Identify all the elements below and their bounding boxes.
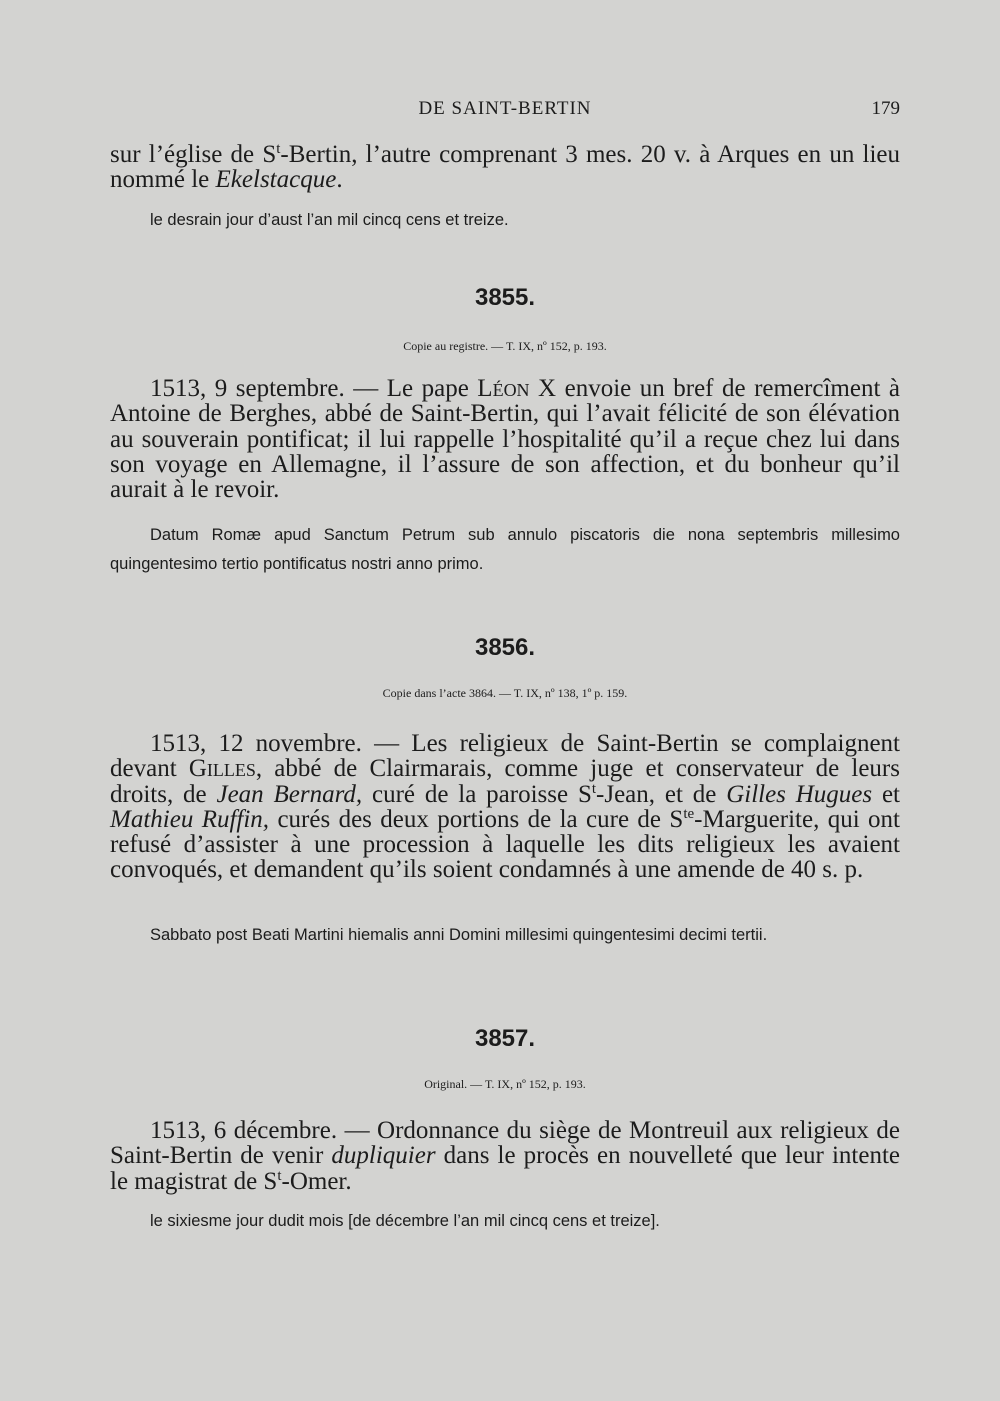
person-name: Gilles Hugues (726, 780, 873, 808)
entry-summary-3857 (110, 1118, 900, 1194)
person-name: Jean Bernard, (216, 780, 363, 808)
entry-summary-3856 (110, 731, 900, 883)
summary-text: 1513, 9 septembre. — Le pape (150, 375, 478, 402)
intro-place-name: Ekelstacque (215, 166, 337, 194)
summary-text: X envoie un bref de remercîment à Antoine de Berghes, abbé de Saint-Bertin, qui l’avait félicité de son élévation au souverain pontificat; il lui rappelle l’hospitalité qu’il a reçue chez lui dans son voyage en Allemagne, il l’assure de son affection, et du bonheur qu’il aurait à le revoir. (110, 375, 901, 504)
abbrev-sup: te (683, 805, 695, 822)
summary-text: dans le procès en nouvelleté que leur intente le magistrat de S (110, 1142, 900, 1195)
summary-text: 1513, 6 décembre. — Ordonnance du siège de Montreuil aux religieux de Saint-Bertin de venir (110, 1117, 900, 1170)
summary-text: 1513, 12 novembre. — Les religieux de Saint-Bertin se complaignent devant (110, 730, 900, 783)
entry-number-3857: 3857. (474, 1025, 536, 1052)
summary-text: -Omer. (281, 1167, 352, 1195)
intro-text-a: sur l’église de S (110, 141, 277, 168)
summary-text: -Jean, et de (596, 780, 727, 808)
summary-text: et (872, 780, 901, 808)
intro-text-c: . (336, 166, 343, 194)
page-number: 179 (871, 98, 900, 119)
person-name: Mathieu Ruffin, (110, 805, 270, 833)
intro-paragraph (110, 142, 900, 193)
entry-latin-3855: Datum Romæ apud Sanctum Petrum sub annulo piscatoris die nona septembris millesimo quingentesimo tertio pontificatus nostri anno primo. (110, 526, 900, 573)
entry-number-3856: 3856. (474, 634, 536, 661)
summary-text: curé de la paroisse S (362, 780, 592, 808)
entry-summary-3855 (110, 376, 900, 502)
person-name: Léon (477, 375, 530, 402)
summary-text: , abbé de Clairmarais, comme juge et conservateur de leurs droits, de (110, 755, 900, 808)
summary-text: curés des deux portions de la cure de S (269, 805, 684, 833)
entry-number-3855: 3855. (474, 284, 536, 311)
entry-source-3855: Copie au registre. — T. IX, nº 152, p. 193. (403, 339, 607, 353)
intro-sup: t (276, 141, 281, 157)
running-title: DE SAINT-BERTIN (418, 98, 592, 119)
entry-source-3857: Original. — T. IX, nº 152, p. 193. (424, 1077, 586, 1091)
entry-latin-3857: le sixiesme jour dudit mois [de décembre l’an mil cincq cens et treize]. (150, 1212, 660, 1230)
abbrev-sup: t (591, 780, 597, 797)
person-name: Gilles (188, 755, 256, 783)
summary-text: -Marguerite, qui ont refusé d’assister à une procession à laquelle les dits religieux les avaient convoqués, et demandent qu’ils soient condamnés à une amende de 40 s. p. (110, 805, 900, 884)
legal-term: dupliquier (331, 1142, 436, 1170)
abbrev-sup: t (277, 1167, 282, 1184)
entry-latin-3856: Sabbato post Beati Martini hiemalis anni Domini millesimi quingentesimi decimi tertii. (150, 926, 768, 944)
entry-source-3856: Copie dans l’acte 3864. — T. IX, nº 138, 1º p. 159. (382, 686, 628, 700)
intro-text-b: -Bertin, l’autre comprenant 3 mes. 20 v. à Arques en un lieu nommé le (110, 141, 900, 194)
running-head (110, 98, 900, 128)
intro-date-line: le desrain jour d’aust l’an mil cincq cens et treize. (150, 211, 509, 229)
